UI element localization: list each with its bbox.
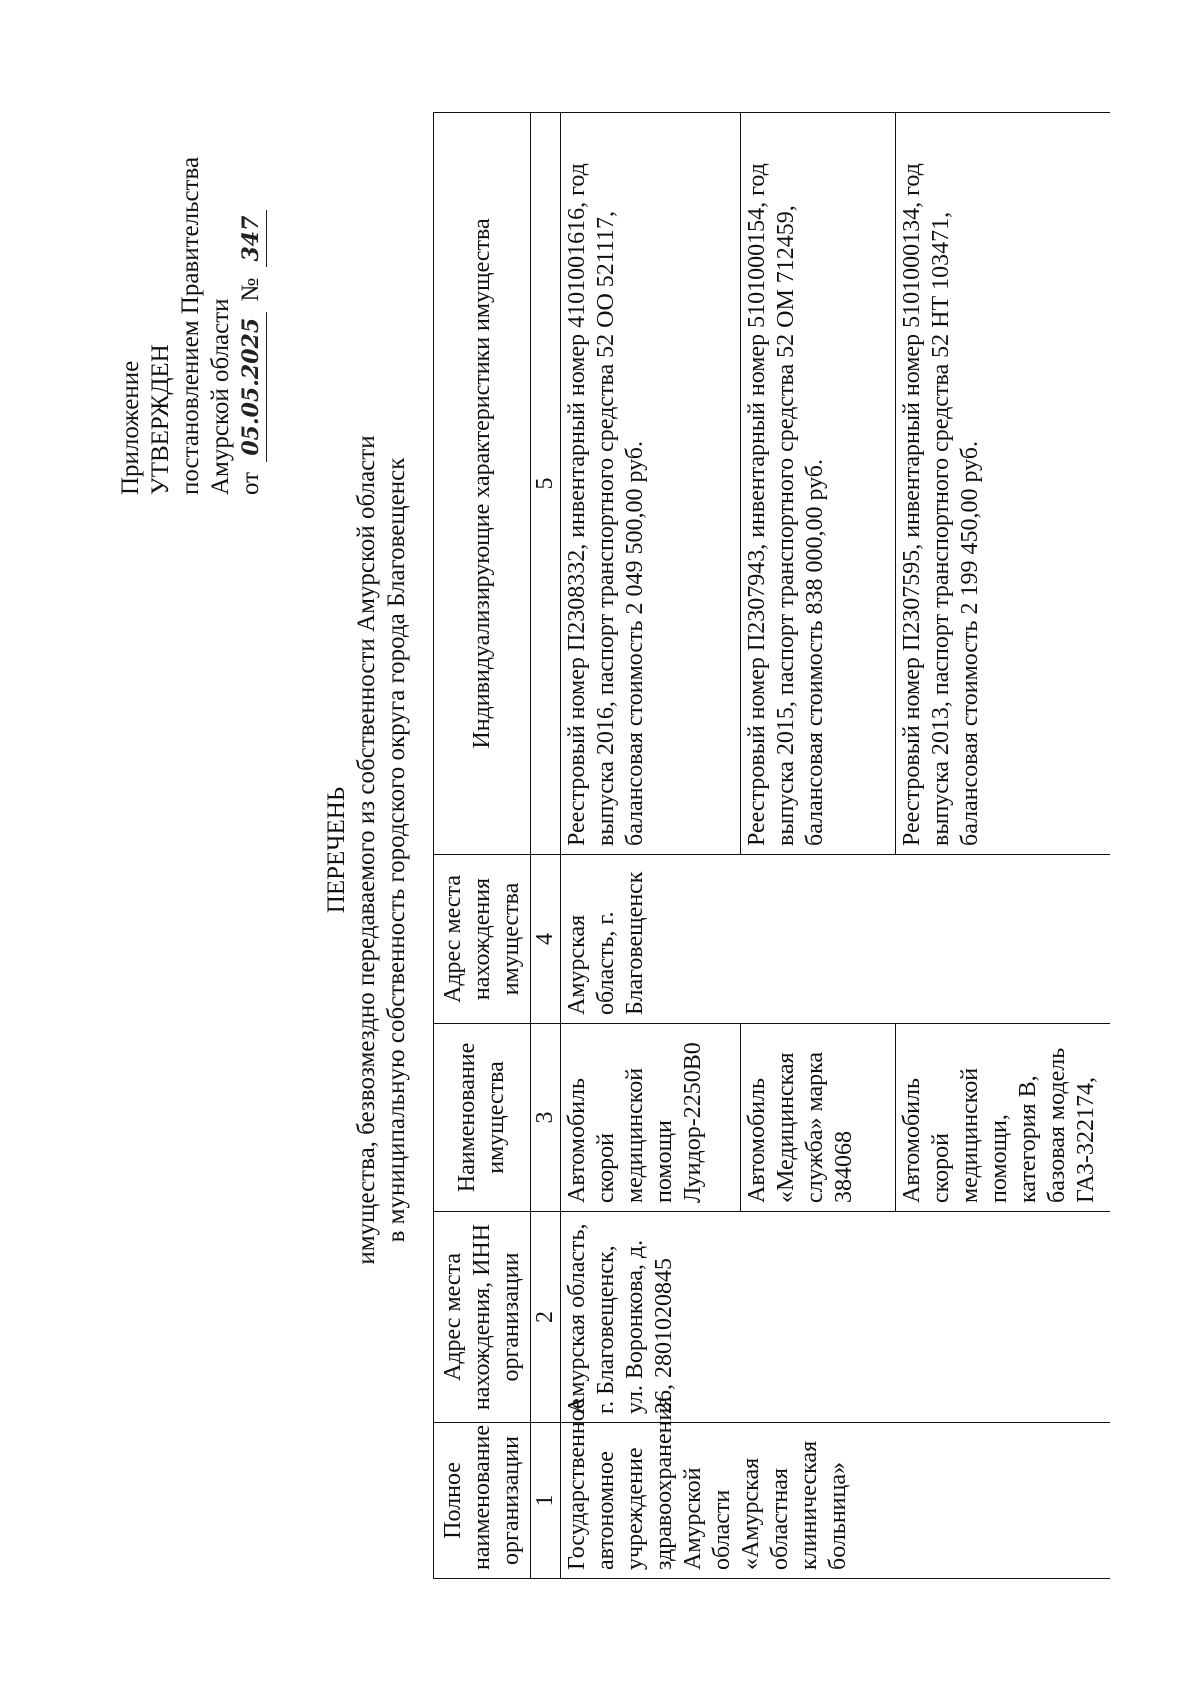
date-prefix: от bbox=[237, 471, 264, 495]
property-table bbox=[433, 112, 1110, 1579]
characteristics-cell: Реестровый номер П2307595, инвентарный номер 5101000134, год выпуска 2013, паспорт транспортного средства 52 НТ 103471, балансовая стоимость 2 199 450,00 руб. bbox=[896, 113, 1111, 855]
property-name-cell: Автомобиль «Медицинская служба» марка 384068 bbox=[741, 1024, 896, 1212]
header-characteristics: Индивидуализирующие характеристики имущества bbox=[434, 113, 531, 855]
header-row bbox=[434, 113, 531, 1579]
handwritten-date: 05.05.2025 bbox=[236, 312, 267, 462]
approval-block bbox=[116, 157, 267, 495]
document-title: ПЕРЕЧЕНЬ bbox=[323, 786, 350, 914]
column-number: 3 bbox=[531, 1024, 561, 1212]
characteristics-cell: Реестровый номер П2307943, инвентарный номер 5101000154, год выпуска 2015, паспорт транспортного средства 52 ОМ 712459, балансовая стоимость 838 000,00 руб. bbox=[741, 113, 896, 855]
column-number: 2 bbox=[531, 1212, 561, 1423]
property-address-cell: Амурская область, г. Благовещенск bbox=[561, 855, 1111, 1024]
header-property-name: Наименование имущества bbox=[434, 1024, 531, 1212]
header-org-address: Адрес места нахождения, ИНН организации bbox=[434, 1212, 531, 1423]
table-row bbox=[561, 113, 741, 1579]
property-name-cell: Автомобиль скорой медицинской помощи Луидор-2250В0 bbox=[561, 1024, 741, 1212]
organization-address-cell: Амурская область, г. Благовещенск, ул. Воронкова, д. 26, 2801020845 bbox=[561, 1212, 1111, 1423]
column-number: 1 bbox=[531, 1423, 561, 1579]
document-heading bbox=[322, 0, 412, 1700]
organization-name-cell: Государственное автономное учреждение здравоохранения Амурской области «Амурская областная клиническая больница» bbox=[561, 1423, 1111, 1579]
document-subtitle-line-2: в муниципальную собственность городского округа города Благовещенск bbox=[383, 457, 410, 1243]
approval-date-line bbox=[236, 157, 267, 495]
approval-resolution: постановлением Правительства bbox=[177, 156, 204, 495]
approval-region: Амурской области bbox=[207, 298, 234, 495]
column-number: 4 bbox=[531, 855, 561, 1024]
number-sign: № bbox=[237, 277, 264, 302]
approval-appendix: Приложение bbox=[117, 360, 144, 495]
property-name-cell: Автомобиль скорой медицинской помощи, категория В, базовая модель ГАЗ-322174, bbox=[896, 1024, 1111, 1212]
column-number-row bbox=[531, 113, 561, 1579]
approval-approved: УТВЕРЖДЕН bbox=[147, 344, 174, 495]
header-org-name: Полное наименование организации bbox=[434, 1423, 531, 1579]
document-subtitle-line-1: имущества, безвозмездно передаваемого из собственности Амурской области bbox=[353, 435, 380, 1265]
handwritten-number: 347 bbox=[236, 210, 267, 268]
column-number: 5 bbox=[531, 113, 561, 855]
characteristics-cell: Реестровый номер П2308332, инвентарный номер 4101001616, год выпуска 2016, паспорт транспортного средства 52 ОО 521117, балансовая стоимость 2 049 500,00 руб. bbox=[561, 113, 741, 855]
header-property-address: Адрес места нахождения имущества bbox=[434, 855, 531, 1024]
